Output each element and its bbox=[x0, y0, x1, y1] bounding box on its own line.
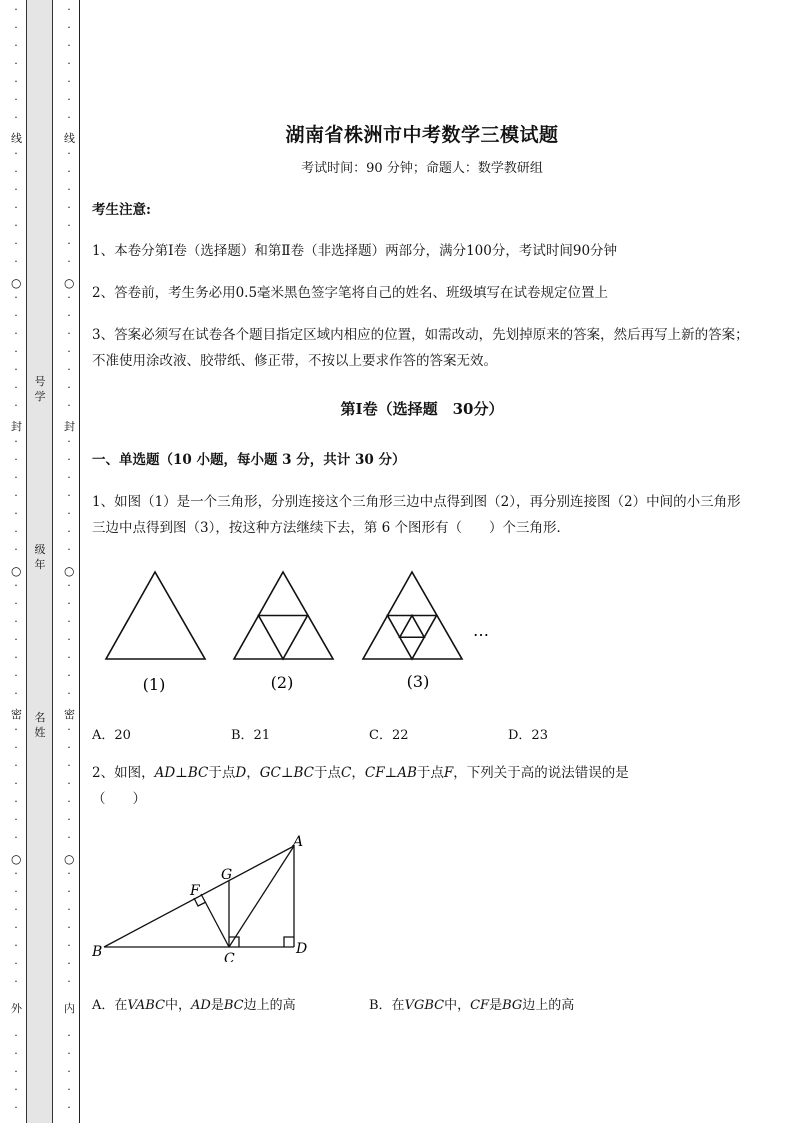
q2-text-part: 于点 bbox=[314, 765, 342, 781]
margin-dot: · bbox=[67, 147, 71, 160]
margin-dot: · bbox=[14, 21, 18, 34]
student-id-label: 号学 bbox=[34, 375, 46, 403]
q2-option-a-base: BC bbox=[223, 998, 244, 1013]
margin-dot: · bbox=[67, 831, 71, 844]
margin-dot: · bbox=[67, 57, 71, 70]
point-a-label: A bbox=[293, 834, 304, 850]
margin-dot: · bbox=[67, 543, 71, 556]
margin-dot: · bbox=[67, 21, 71, 34]
margin-dot: · bbox=[67, 651, 71, 664]
point-f-label: F bbox=[190, 883, 200, 899]
exam-subtitle: 考试时间：90 分钟；命题人：数学教研组 bbox=[301, 161, 543, 176]
point-g-label: G bbox=[221, 867, 233, 883]
margin-dot: · bbox=[14, 1047, 18, 1060]
margin-dot: · bbox=[67, 885, 71, 898]
q2-figure bbox=[92, 832, 322, 962]
margin-circle-mark: ○ bbox=[11, 852, 22, 866]
margin-dot: · bbox=[67, 39, 71, 52]
question-1-options bbox=[92, 724, 752, 742]
margin-dot: · bbox=[67, 435, 71, 448]
margin-dot: · bbox=[14, 543, 18, 556]
q2-option-a-text: 边上的高 bbox=[243, 998, 296, 1013]
triangle-2 bbox=[234, 572, 333, 659]
q2-text-part: ， bbox=[246, 765, 260, 781]
margin-circle-mark: ○ bbox=[64, 852, 75, 866]
q2-math: AD⊥BC bbox=[154, 765, 209, 781]
q2-math: CF⊥AB bbox=[364, 765, 417, 781]
margin-dot: · bbox=[14, 3, 18, 16]
margin-dot: · bbox=[67, 1047, 71, 1060]
note-item-2: 2、答卷前，考生务必用0.5毫米黑色签字笔将自己的姓名、班级填写在试卷规定位置上 bbox=[92, 285, 609, 301]
q2-option-a-text: 中， bbox=[165, 998, 192, 1013]
q1-figure bbox=[102, 566, 502, 698]
margin-dot: · bbox=[14, 147, 18, 160]
margin-dot: · bbox=[14, 885, 18, 898]
section-title: 第Ⅰ卷（选择题 30分） bbox=[340, 400, 504, 418]
margin-dot: · bbox=[14, 489, 18, 502]
margin-word-mark: 密 bbox=[64, 708, 75, 721]
segment-ca bbox=[229, 846, 294, 947]
margin-dot: · bbox=[14, 507, 18, 520]
q2-text-part: 于点 bbox=[208, 765, 236, 781]
triangle-1 bbox=[106, 572, 205, 659]
margin-dot: · bbox=[67, 1065, 71, 1078]
margin-dot: · bbox=[67, 615, 71, 628]
margin-dot: · bbox=[14, 1101, 18, 1114]
margin-dot: · bbox=[14, 471, 18, 484]
q2-text-part: 于点 bbox=[416, 765, 444, 781]
margin-dot: · bbox=[67, 633, 71, 646]
margin-dot: · bbox=[14, 237, 18, 250]
margin-dot: · bbox=[14, 921, 18, 934]
margin-circle-mark: ○ bbox=[11, 564, 22, 578]
margin-dot: · bbox=[14, 795, 18, 808]
margin-dot: · bbox=[67, 93, 71, 106]
margin-dot: · bbox=[67, 219, 71, 232]
margin-dot: · bbox=[14, 939, 18, 952]
margin-dot: · bbox=[14, 327, 18, 340]
margin-dot: · bbox=[67, 921, 71, 934]
margin-dot: · bbox=[14, 309, 18, 322]
margin-dot: · bbox=[67, 399, 71, 412]
margin-word-mark: 密 bbox=[11, 708, 22, 721]
question-1-text: 1、如图（1）是一个三角形，分别连接这个三角形三边中点得到图（2），再分别连接图（2）中间的小三角形三边中点得到图（3），按这种方法继续下去，第 6 个图形有（ ）个三角形． bbox=[92, 494, 741, 536]
margin-dot: · bbox=[14, 381, 18, 394]
note-item-1: 1、本卷分第Ⅰ卷（选择题）和第Ⅱ卷（非选择题）两部分，满分100分，考试时间90分钟 bbox=[92, 243, 618, 259]
question-2-text bbox=[92, 760, 752, 812]
margin-dot: · bbox=[14, 633, 18, 646]
margin-dot: · bbox=[14, 1029, 18, 1042]
margin-circle-mark: ○ bbox=[11, 276, 22, 290]
margin-dot: · bbox=[67, 1029, 71, 1042]
margin-dot: · bbox=[14, 345, 18, 358]
margin-word-mark: 线 bbox=[11, 132, 22, 145]
margin-word-mark: 内 bbox=[64, 1002, 75, 1015]
grade-label: 级年 bbox=[34, 543, 46, 571]
margin-dot: · bbox=[67, 75, 71, 88]
q2-math: GC⊥BC bbox=[259, 765, 315, 781]
margin-dot: · bbox=[67, 525, 71, 538]
q2-text-part: ，下列关于高的说法错误的是 bbox=[453, 765, 629, 781]
right-angle-d bbox=[284, 937, 294, 947]
margin-dot: · bbox=[67, 975, 71, 988]
q2-text-part: ， bbox=[351, 765, 365, 781]
margin-dot: · bbox=[14, 291, 18, 304]
margin-dot: · bbox=[67, 111, 71, 124]
q2-option-b[interactable] bbox=[369, 994, 574, 1013]
margin-dot: · bbox=[14, 525, 18, 538]
q1-option-a[interactable]: A．20 bbox=[92, 728, 131, 743]
margin-dot: · bbox=[14, 741, 18, 754]
margin-dot: · bbox=[14, 75, 18, 88]
margin-dot: · bbox=[67, 453, 71, 466]
margin-dot: · bbox=[67, 471, 71, 484]
margin-dot: · bbox=[67, 183, 71, 196]
margin-dot: · bbox=[14, 255, 18, 268]
margin-dot: · bbox=[14, 183, 18, 196]
margin-dot: · bbox=[67, 759, 71, 772]
margin-dot: · bbox=[14, 669, 18, 682]
margin-dot: · bbox=[14, 651, 18, 664]
margin-dot: · bbox=[14, 867, 18, 880]
q1-option-c[interactable]: C．22 bbox=[369, 728, 409, 743]
margin-dot: · bbox=[14, 759, 18, 772]
margin-dot: · bbox=[14, 687, 18, 700]
point-b-label: B bbox=[92, 944, 103, 960]
margin-dot: · bbox=[14, 831, 18, 844]
q2-option-b-base: BG bbox=[502, 998, 523, 1013]
q2-option-a[interactable] bbox=[92, 994, 296, 1013]
margin-word-mark: 线 bbox=[64, 132, 75, 145]
margin-dot: · bbox=[67, 777, 71, 790]
q2-option-a-text: A．在 bbox=[92, 998, 128, 1013]
margin-dot: · bbox=[67, 309, 71, 322]
part-heading: 一、单选题（10 小题，每小题 3 分，共计 30 分） bbox=[92, 452, 406, 468]
q2-option-b-text: B．在 bbox=[369, 998, 405, 1013]
q2-option-b-triangle: VGBC bbox=[404, 998, 445, 1013]
margin-dot: · bbox=[67, 363, 71, 376]
exam-title: 湖南省株洲市中考数学三模试题 bbox=[285, 124, 559, 146]
margin-dot: · bbox=[14, 615, 18, 628]
margin-dot: · bbox=[67, 579, 71, 592]
margin-dot: · bbox=[67, 867, 71, 880]
margin-dot: · bbox=[14, 453, 18, 466]
margin-dot: · bbox=[14, 39, 18, 52]
q2-text-part: 2、如图， bbox=[92, 765, 155, 781]
margin-dot: · bbox=[67, 957, 71, 970]
question-2-options bbox=[92, 994, 752, 1012]
margin-word-mark: 封 bbox=[64, 420, 75, 433]
margin-dot: · bbox=[67, 291, 71, 304]
margin-dot: · bbox=[67, 237, 71, 250]
q2-math: C bbox=[341, 765, 352, 781]
outer-dot-column bbox=[11, 0, 21, 1123]
margin-dot: · bbox=[67, 201, 71, 214]
margin-dot: · bbox=[14, 399, 18, 412]
margin-dot: · bbox=[67, 939, 71, 952]
q2-option-b-text: 边上的高 bbox=[522, 998, 575, 1013]
margin-dot: · bbox=[14, 57, 18, 70]
margin-dot: · bbox=[14, 219, 18, 232]
q2-option-b-text: 中， bbox=[444, 998, 471, 1013]
margin-dot: · bbox=[14, 777, 18, 790]
margin-word-mark: 外 bbox=[11, 1002, 22, 1015]
margin-dot: · bbox=[14, 111, 18, 124]
q2-option-b-segment: CF bbox=[470, 998, 490, 1013]
margin-dot: · bbox=[67, 687, 71, 700]
margin-dot: · bbox=[67, 327, 71, 340]
margin-dot: · bbox=[14, 975, 18, 988]
margin-word-mark: 封 bbox=[11, 420, 22, 433]
margin-dot: · bbox=[14, 957, 18, 970]
margin-circle-mark: ○ bbox=[64, 276, 75, 290]
margin-dot: · bbox=[67, 255, 71, 268]
margin-dot: · bbox=[14, 93, 18, 106]
figure-3-label: (3) bbox=[406, 672, 430, 691]
margin-dot: · bbox=[67, 723, 71, 736]
margin-dot: · bbox=[14, 597, 18, 610]
margin-dot: · bbox=[14, 579, 18, 592]
margin-dot: · bbox=[14, 1083, 18, 1096]
margin-dot: · bbox=[67, 165, 71, 178]
ellipsis-label: … bbox=[473, 621, 489, 640]
margin-dot: · bbox=[67, 507, 71, 520]
margin-dot: · bbox=[67, 345, 71, 358]
q2-option-a-segment: AD bbox=[191, 998, 211, 1013]
margin-dot: · bbox=[14, 363, 18, 376]
margin-dot: · bbox=[67, 741, 71, 754]
q2-math: F bbox=[443, 765, 454, 781]
margin-dot: · bbox=[14, 165, 18, 178]
margin-dot: · bbox=[14, 435, 18, 448]
margin-dot: · bbox=[14, 1065, 18, 1078]
point-d-label: D bbox=[296, 941, 308, 957]
margin-rule bbox=[79, 0, 80, 1123]
margin-dot: · bbox=[14, 813, 18, 826]
point-c-label: C bbox=[224, 951, 235, 962]
margin-dot: · bbox=[14, 723, 18, 736]
margin-dot: · bbox=[67, 795, 71, 808]
notes-heading: 考生注意: bbox=[92, 202, 151, 218]
q2-math: D bbox=[235, 765, 247, 781]
margin-dot: · bbox=[67, 1101, 71, 1114]
margin-dot: · bbox=[14, 903, 18, 916]
margin-dot: · bbox=[67, 597, 71, 610]
margin-dot: · bbox=[67, 903, 71, 916]
margin-dot: · bbox=[67, 1083, 71, 1096]
q1-option-d[interactable]: D．23 bbox=[508, 728, 548, 743]
q1-option-b[interactable]: B．21 bbox=[231, 728, 271, 743]
margin-circle-mark: ○ bbox=[64, 564, 75, 578]
margin-dot: · bbox=[67, 669, 71, 682]
note-item-3: 3、答案必须写在试卷各个题目指定区域内相应的位置，如需改动，先划掉原来的答案，然后再写上新的答案；不准使用涂改液、胶带纸、修正带，不按以上要求作答的答案无效。 bbox=[92, 327, 749, 369]
figure-2-label: (2) bbox=[270, 673, 294, 692]
margin-dot: · bbox=[67, 3, 71, 16]
figure-1-label: (1) bbox=[142, 675, 166, 694]
inner-dot-column bbox=[64, 0, 74, 1123]
name-label: 名姓 bbox=[34, 711, 46, 739]
q2-option-a-triangle: VABC bbox=[127, 998, 166, 1013]
q2-option-a-text: 是 bbox=[210, 998, 224, 1013]
triangle-3 bbox=[363, 572, 462, 659]
margin-dot: · bbox=[67, 813, 71, 826]
margin-dot: · bbox=[14, 201, 18, 214]
q2-option-b-text: 是 bbox=[489, 998, 503, 1013]
q2-answer-blank: （ ） bbox=[92, 791, 146, 807]
margin-dot: · bbox=[67, 489, 71, 502]
margin-dot: · bbox=[67, 381, 71, 394]
